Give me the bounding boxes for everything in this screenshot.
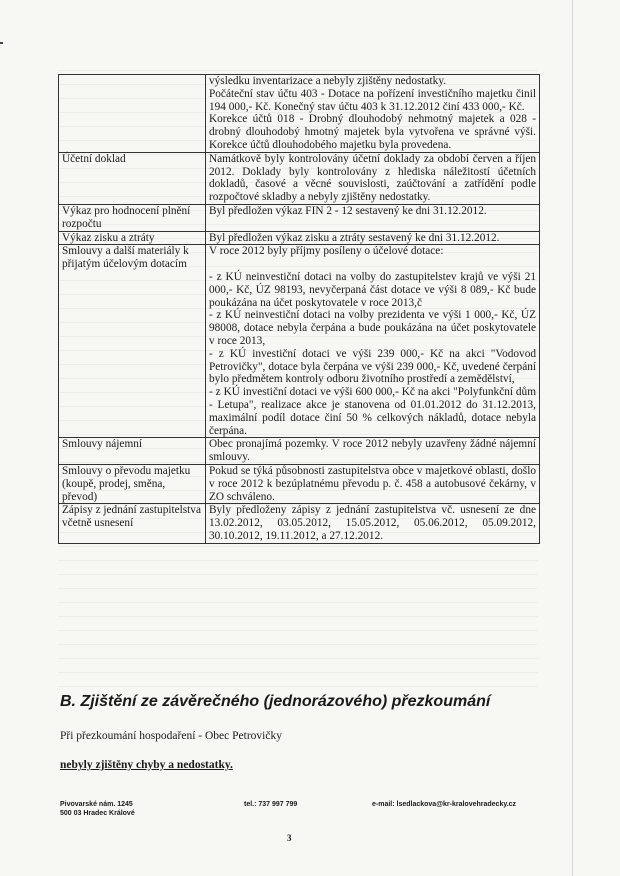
page-number: 3 — [287, 833, 292, 843]
row-text — [206, 231, 540, 245]
footer-address-line1: Pivovarské nám. 1245 — [60, 801, 133, 808]
row-text — [206, 204, 540, 231]
table-row — [59, 245, 540, 438]
row-paragraph: - z KÚ investiční dotaci ve výši 239 000,- Kč na akci "Vodovod Petrovičky", dotace byla čerpána ve výši 239 000,- Kč, uvedené čerpání bylo předmětem kontroly odboru životního prostředí a zemědělství, — [209, 347, 536, 386]
section-b-subject: Při přezkoumání hospodaření - Obec Petrovičky — [60, 730, 282, 742]
row-text — [206, 75, 540, 153]
row-text — [206, 152, 540, 204]
row-label: Účetní doklad — [59, 152, 206, 204]
footer-address — [60, 800, 135, 818]
row-paragraph: - z KÚ neinvestiční dotaci na volby prezidenta ve výši 1 000,- Kč, ÚZ 98008, dotace nebyla čerpána a bude poukázána na účet poskytovatele v roce 2013, — [209, 309, 536, 347]
table-row — [59, 204, 540, 231]
scan-edge-line — [572, 0, 573, 876]
section-b-heading: B. Zjištění ze závěrečného (jednorázového) přezkoumání — [60, 693, 491, 710]
row-paragraph: Korekce účtů 018 - Drobný dlouhodobý nehmotný majetek a 028 - drobný dlouhodobý hmotný majetek byla vytvořena ve správné výši. Korekce účtů dlouhodobého majetku byla provedena. — [209, 113, 536, 151]
row-paragraph: - z KÚ neinvestiční dotaci na volby do zastupitelstev krajů ve výši 21 000,- Kč, ÚZ 98193, nevyčerpaná část dotace ve výši 8 089,- Kč bude poukázána na účet poskytovatele v roce 2013,č — [209, 270, 536, 309]
row-label — [59, 75, 206, 153]
row-label: Smlouvy o převodu majetku (koupě, prodej, směna, převod) — [59, 464, 206, 503]
row-paragraph: Obec pronajímá pozemky. V roce 2012 nebyly uzavřeny žádné nájemní smlouvy. — [209, 438, 536, 464]
row-text — [206, 438, 540, 465]
row-label: Výkaz zisku a ztráty — [59, 231, 206, 245]
table-row — [59, 75, 540, 153]
row-paragraph: Byl předložen výkaz FIN 2 - 12 sestavený ke dni 31.12.2012. — [209, 204, 487, 217]
row-paragraph: Počáteční stav účtu 403 - Dotace na pořízení investičního majetku činil 194 000,- Kč. Konečný stav účtu 403 k 31.12.2012 činí 433 000,- Kč. — [209, 87, 536, 113]
row-label: Smlouvy a další materiály k přijatým účelovým dotacím — [59, 245, 206, 438]
row-text — [206, 245, 540, 438]
row-paragraph: Byl předložen výkaz zisku a ztráty sestavený ke dni 31.12.2012. — [209, 231, 500, 244]
table-row — [59, 438, 540, 465]
review-table — [58, 74, 540, 544]
footer-address-line2: 500 03 Hradec Králové — [60, 810, 135, 817]
row-label: Smlouvy nájemní — [59, 438, 206, 465]
table-row — [59, 231, 540, 245]
row-paragraph: Namátkově byly kontrolovány účetní doklady za období červen a říjen 2012. Doklady byly kontrolovány z hlediska náležitostí účetních dokladů, časové a věcné souvislosti, zaúčtování a zatřídění podle rozpočtové skladby a nebyly zjištěny nedostatky. — [209, 152, 536, 204]
row-paragraph: Byly předloženy zápisy z jednání zastupitelstva vč. usnesení ze dne 13.02.2012, 03.05.2012, 15.05.2012, 05.06.2012, 05.09.2012, 30.10.2012, 19.11.2012, a 27.12.2012. — [209, 504, 536, 542]
table-row — [59, 504, 540, 543]
section-b-result: nebyly zjištěny chyby a nedostatky. — [60, 759, 233, 771]
row-label: Zápisy z jednání zastupitelstva včetně usnesení — [59, 504, 206, 543]
row-paragraph: - z KÚ investiční dotaci ve výši 600 000,- Kč na akci "Polyfunkční dům - Letupa", realizace akce je stanovena od 01.01.2012 do 31.12.2013, maximální podíl dotace činí 50 % celkových nákladů, dotace nebyla čerpána. — [209, 386, 536, 437]
row-text — [206, 504, 540, 543]
row-label: Výkaz pro hodnocení plnění rozpočtu — [59, 204, 206, 231]
row-paragraph: výsledku inventarizace a nebyly zjištěny nedostatky. — [209, 75, 447, 87]
footer-phone: tel.: 737 997 799 — [244, 801, 298, 808]
row-paragraph: V roce 2012 byly příjmy posíleny o účelové dotace: — [209, 245, 444, 258]
table-row — [59, 464, 540, 503]
table-row — [59, 152, 540, 204]
review-table-body — [59, 75, 540, 544]
row-paragraph: Pokud se týká působnosti zastupitelstva obce v majetkové oblasti, došlo v roce 2012 k bezúplatnému převodu p. č. 458 a autobusové čekárny, v ZO schváleno. — [209, 464, 536, 503]
scan-mark — [0, 42, 3, 44]
footer-email: e-mail: lsedlackova@kr-kralovehradecky.cz — [372, 801, 517, 808]
row-text — [206, 464, 540, 503]
